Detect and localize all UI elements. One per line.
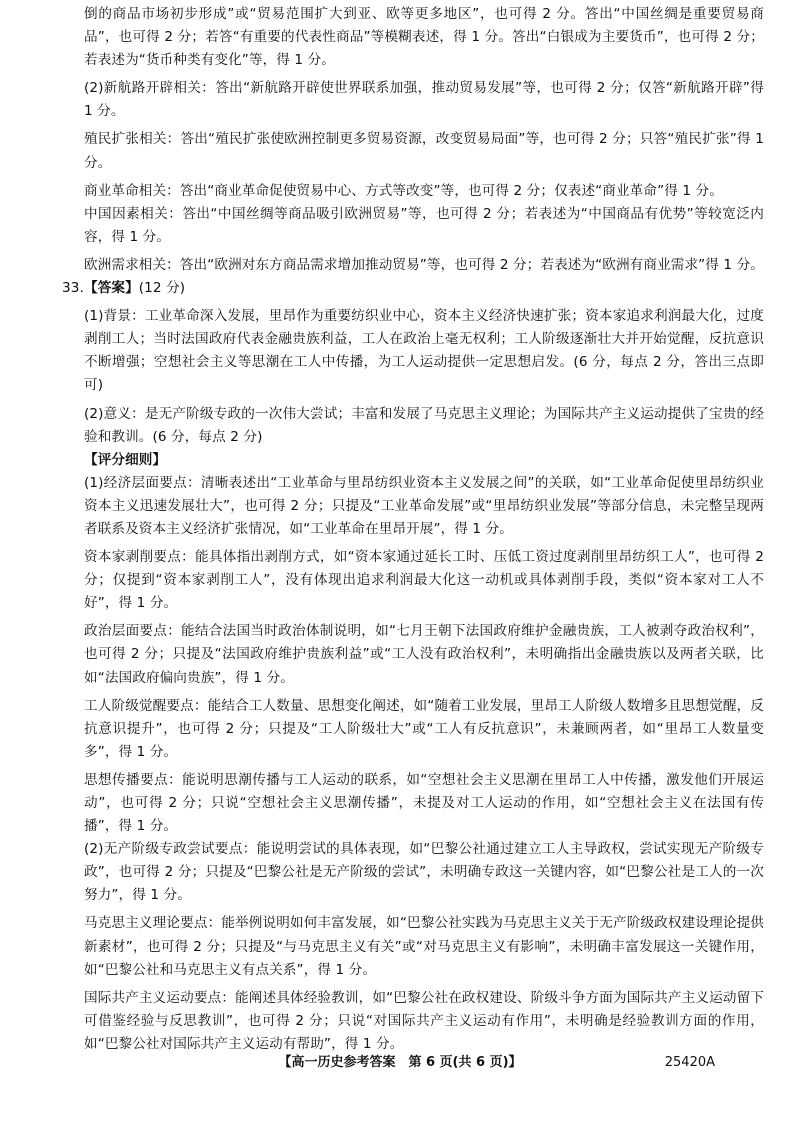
rubric-exploitation: 资本家剥削要点：能具体指出剥削方式，如“资本家通过延长工时、压低工资过度剥削里昂纺织工人”，也可得 2 分；仅提到“资本家剥削工人”，没有体现出追求利润最大化这一动机或具体剥削手段，类似“资本家对工人不好”，得 1 分。 bbox=[84, 549, 764, 612]
rubric-ideology: 思想传播要点：能说明思潮传播与工人运动的联系，如“空想社会主义思潮在里昂工人中传播，激发他们开展运动”，也可得 2 分；只说“空想社会主义思潮传播”，未提及对工人运动的作用，如“空想社会主义在法国有传播”，得 1 分。 bbox=[84, 771, 764, 835]
rubric-proletarian-dictatorship: (2)无产阶级专政尝试要点：能说明尝试的具体表现，如“巴黎公社通过建立工人主导政权，尝试实现无产阶级专政”，也可得 2 分；只提及“巴黎公社是无产阶级的尝试”，未明确专政这一关键内容，如“巴黎公社是工人的一次努力”，得 1 分。 bbox=[84, 841, 764, 904]
paragraph-commercial-revolution: 商业革命相关：答出“商业革命促使贸易中心、方式等改变”等，也可得 2 分；仅表述“商业革命”得 1 分。 bbox=[84, 182, 723, 199]
paragraph-new-routes: (2)新航路开辟相关：答出“新航路开辟使世界联系加强，推动贸易发展”等，也可得 2 分；仅答“新航路开辟”得 1 分。 bbox=[84, 80, 764, 120]
page-footer bbox=[0, 1051, 800, 1075]
footer-code: 25420A bbox=[664, 1055, 715, 1070]
rubric-political: 政治层面要点：能结合法国当时政治体制说明，如“七月王朝下法国政府维护金融贵族，工人被剥夺政治权利”，也可得 2 分；只提及“法国政府维护贵族利益”或“工人没有政治权利”，未明确指出金融贵族以及两者关联，比如“法国政府偏向贵族”，得 1 分。 bbox=[84, 623, 764, 686]
question-33-heading bbox=[62, 277, 764, 300]
answer-score: (12 分) bbox=[138, 280, 186, 297]
paragraph-china-factor: 中国因素相关：答出“中国丝绸等商品吸引欧洲贸易”等，也可得 2 分；若表述为“中国商品有优势”等较宽泛内容，得 1 分。 bbox=[84, 205, 764, 245]
question-number: 33. bbox=[62, 280, 84, 297]
answer-part-2: (2)意义：是无产阶级专政的一次伟大尝试；丰富和发展了马克思主义理论；为国际共产主义运动提供了宝贵的经验和教训。(6 分，每点 2 分) bbox=[84, 405, 764, 445]
rubric-economic: (1)经济层面要点：清晰表述出“工业革命与里昂纺织业资本主义发展之间”的关联，如“工业革命促使里昂纺织业资本主义迅速发展壮大”，也可得 2 分；只提及“工业革命发展”或“里昂纺织业发展”等部分信息，未完整呈现两者联系及资本主义经济扩张情况，如“工业革命在里昂开展”，得 1 分。 bbox=[84, 474, 764, 537]
rubric-label: 【评分细则】 bbox=[84, 451, 167, 468]
paragraph-colonial: 殖民扩张相关：答出“殖民扩张使欧洲控制更多贸易资源，改变贸易局面”等，也可得 2 分；只答“殖民扩张”得 1 分。 bbox=[84, 131, 764, 171]
paragraph-trade-scope: 倒的商品市场初步形成”或“贸易范围扩大到亚、欧等更多地区”，也可得 2 分。答出“中国丝绸是重要贸易商品”，也可得 2 分；若答“有重要的代表性商品”等模糊表述，得 1 分。答出“白银成为主要货币”，也可得 2 分；若表述为“货币种类有变化”等，得 1 分。 bbox=[84, 6, 764, 69]
rubric-workers-awakening: 工人阶级觉醒要点：能结合工人数量、思想变化阐述，如“随着工业发展，里昂工人阶级人数增多且思想觉醒，反抗意识提升”，也可得 2 分；只提及“工人阶级壮大”或“工人有反抗意识”，未兼顾两者，如“里昂工人数量变多”，得 1 分。 bbox=[84, 697, 764, 760]
rubric-marxism: 马克思主义理论要点：能举例说明如何丰富发展，如“巴黎公社实践为马克思主义关于无产阶级政权建设理论提供新素材”，也可得 2 分；只提及“与马克思主义有关”或“对马克思主义有影响”，未明确丰富发展这一关键作用，如“巴黎公社和马克思主义有点关系”，得 1 分。 bbox=[84, 915, 764, 978]
answer-label: 【答案】 bbox=[84, 280, 139, 297]
answer-part-1: (1)背景：工业革命深入发展，里昂作为重要纺织业中心，资本主义经济快速扩张；资本家追求利润最大化，过度剥削工人；当时法国政府代表金融贵族利益，工人在政治上毫无权利；工人阶级逐渐壮大并开始觉醒，反抗意识不断增强；空想社会主义等思潮在工人中传播，为工人运动提供一定思想启发。(6 分，每点 2 分，答出三点即可) bbox=[84, 308, 764, 394]
answer-content bbox=[62, 3, 764, 1061]
footer-title: 【高一历史参考答案 第 6 页(共 6 页)】 bbox=[278, 1055, 522, 1070]
paragraph-europe-demand: 欧洲需求相关：答出“欧洲对东方商品需求增加推动贸易”等，也可得 2 分；若表述为“欧洲有商业需求”得 1 分。 bbox=[84, 256, 764, 273]
rubric-international: 国际共产主义运动要点：能阐述具体经验教训，如“巴黎公社在政权建设、阶级斗争方面为国际共产主义运动留下可借鉴经验与反思教训”，也可得 2 分；只说“对国际共产主义运动有作用”，未明确是经验教训方面的作用，如“巴黎公社对国际共产主义运动有帮助”，得 1 分。 bbox=[84, 989, 764, 1052]
